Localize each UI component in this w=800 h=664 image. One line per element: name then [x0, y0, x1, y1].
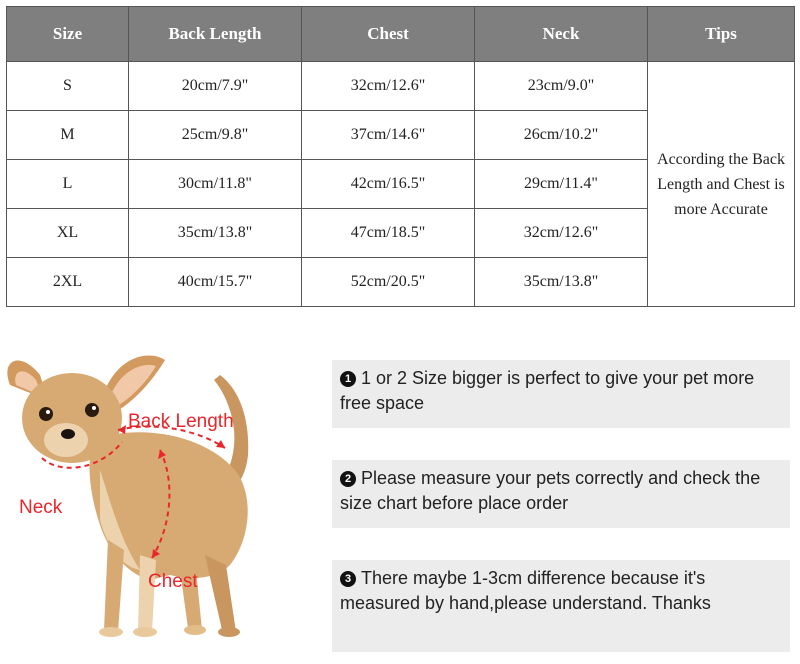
- cell-neck: 32cm/12.6": [475, 209, 648, 258]
- cell-back-length: 25cm/9.8": [129, 111, 302, 160]
- header-chest: Chest: [302, 7, 475, 62]
- header-tips: Tips: [648, 7, 795, 62]
- tip-number-badge: 1: [340, 371, 356, 387]
- tip-text: 1 or 2 Size bigger is perfect to give your pet more free space: [340, 368, 755, 413]
- cell-neck: 23cm/9.0": [475, 62, 648, 111]
- cell-back-length: 40cm/15.7": [129, 258, 302, 307]
- tip-box-3: [332, 560, 790, 652]
- chest-label: Chest: [148, 571, 198, 592]
- header-size: Size: [7, 7, 129, 62]
- cell-size: XL: [7, 209, 129, 258]
- cell-chest: 32cm/12.6": [302, 62, 475, 111]
- tip-number-badge: 2: [340, 471, 356, 487]
- header-back-length: Back Length: [129, 7, 302, 62]
- tip-box-1: [332, 360, 790, 428]
- tip-box-2: [332, 460, 790, 528]
- tip-text: Please measure your pets correctly and check the size chart before place order: [340, 468, 761, 513]
- table-row: [7, 62, 795, 111]
- cell-neck: 29cm/11.4": [475, 160, 648, 209]
- cell-chest: 52cm/20.5": [302, 258, 475, 307]
- cell-neck: 35cm/13.8": [475, 258, 648, 307]
- cell-size: L: [7, 160, 129, 209]
- tip-number-badge: 3: [340, 571, 356, 587]
- back-length-label: Back Length: [128, 411, 234, 432]
- tip-text: There maybe 1-3cm difference because it's measured by hand,please understand. Thanks: [340, 568, 711, 613]
- cell-chest: 42cm/16.5": [302, 160, 475, 209]
- cell-chest: 47cm/18.5": [302, 209, 475, 258]
- cell-size: 2XL: [7, 258, 129, 307]
- cell-back-length: 30cm/11.8": [129, 160, 302, 209]
- dog-measurement-figure: [0, 330, 310, 660]
- cell-size: S: [7, 62, 129, 111]
- cell-chest: 37cm/14.6": [302, 111, 475, 160]
- cell-neck: 26cm/10.2": [475, 111, 648, 160]
- size-chart-table: [6, 6, 795, 307]
- table-header-row: [7, 7, 795, 62]
- cell-size: M: [7, 111, 129, 160]
- header-neck: Neck: [475, 7, 648, 62]
- neck-label: Neck: [19, 497, 63, 518]
- cell-back-length: 35cm/13.8": [129, 209, 302, 258]
- cell-tips: According the Back Length and Chest is more Accurate: [648, 62, 795, 307]
- cell-back-length: 20cm/7.9": [129, 62, 302, 111]
